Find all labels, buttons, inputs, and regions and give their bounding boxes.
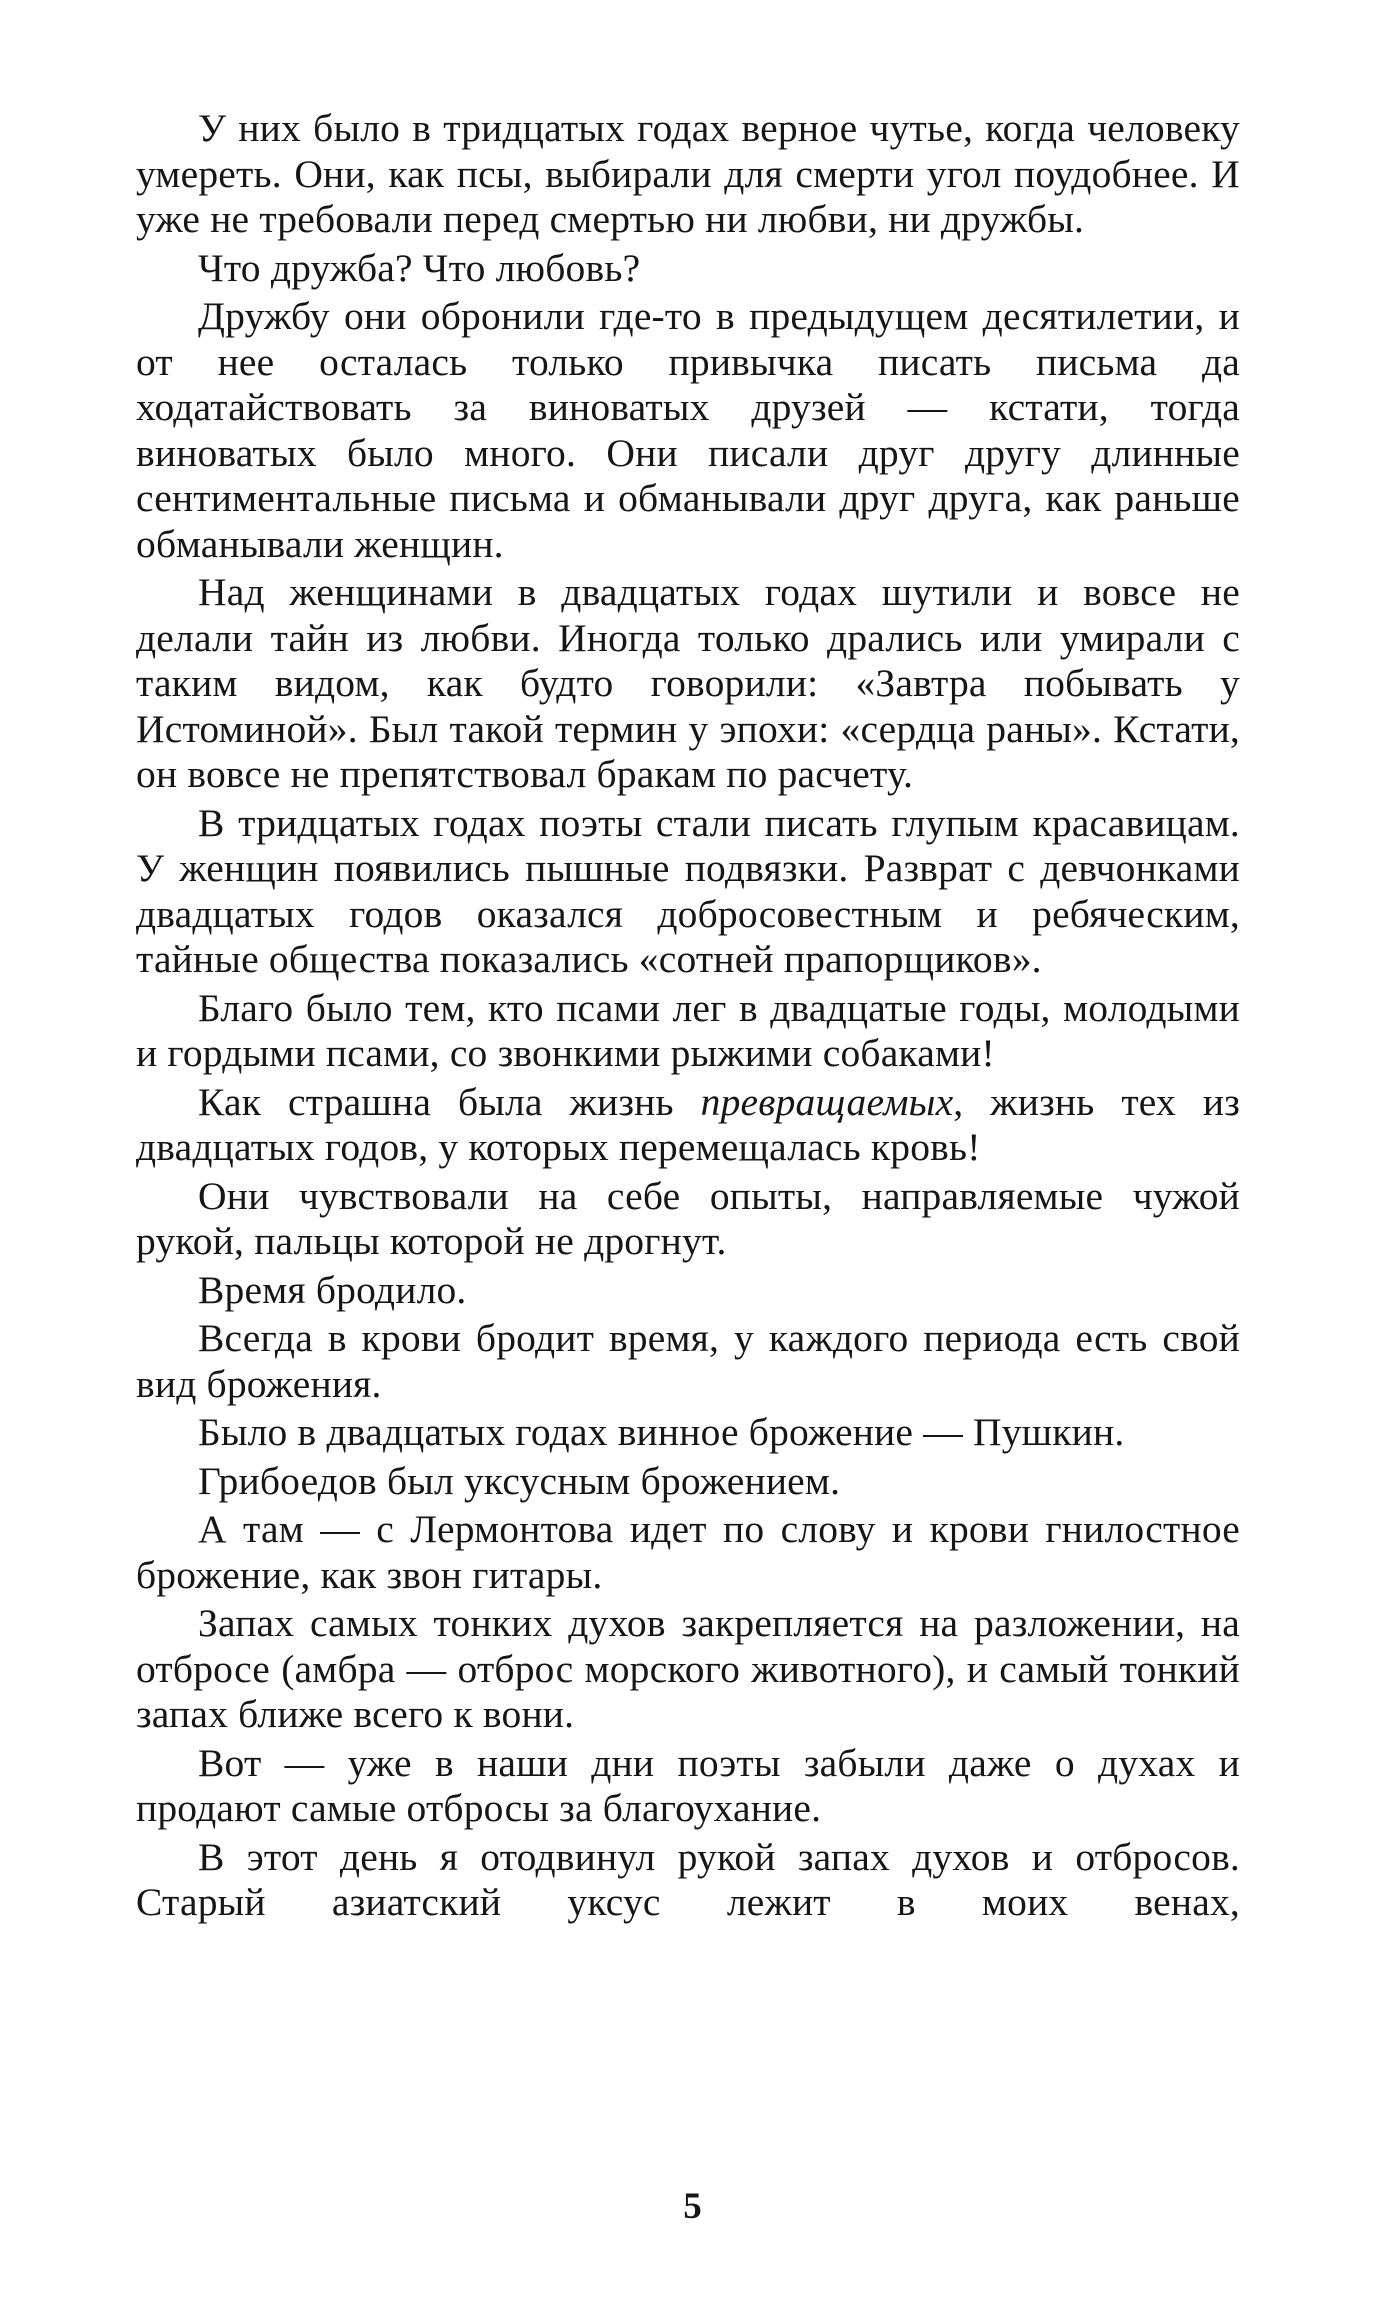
- paragraph: В этот день я отодвинул рукой запах духов и отбросов. Старый азиатский уксус лежит в моих венах,: [136, 1834, 1240, 1924]
- paragraph: Что дружба? Что любовь?: [198, 245, 641, 290]
- page-number: 5: [683, 2186, 702, 2227]
- paragraph: У них было в тридцатых годах верное чутье, когда человеку умереть. Они, как псы, выбирали для смерти угол поудобнее. И уже не требовали перед смертью ни любви, ни дружбы.: [136, 106, 1240, 241]
- paragraph: [136, 1080, 1240, 1171]
- paragraph-text: , жизнь тех из двадцатых годов, у которых перемещалась кровь!: [136, 1079, 1240, 1169]
- paragraph: Благо было тем, кто псами лег в двадцатые годы, молодыми и гордыми псами, со звонкими рыжими собаками!: [136, 985, 1240, 1075]
- paragraph: Грибоедов был уксусным брожением.: [198, 1458, 841, 1503]
- paragraph: Над женщинами в двадцатых годах шутили и вовсе не делали тайн из любви. Иногда только дрались или умирали с таким видом, как будто говорили: «Завтра побывать у Истоминой». Был такой термин у эпохи: «сердца раны». Кстати, он вовсе не препятствовал бракам по расчету.: [136, 570, 1240, 796]
- paragraph: Вот — уже в наши дни поэты забыли даже о духах и продают самые отбросы за благоухание.: [136, 1740, 1240, 1830]
- paragraph: А там — с Лермонтова идет по слову и крови гнилостное брожение, как звон гитары.: [136, 1507, 1240, 1597]
- italic-word: превращаемых: [700, 1079, 954, 1124]
- body-text: [136, 106, 1240, 1929]
- paragraph: Всегда в крови бродит время, у каждого периода есть свой вид брожения.: [136, 1316, 1240, 1406]
- paragraph-text: Как страшна была жизнь: [198, 1079, 701, 1124]
- paragraph: Дружбу они обронили где-то в предыдущем десятилетии, и от нее осталась только привычка писать письма да ходатайствовать за виноватых друзей — кстати, тогда виноватых было много. Они писали друг другу длинные сентиментальные письма и обманывали друг друга, как раньше обманывали женщин.: [136, 294, 1240, 566]
- paragraph: В тридцатых годах поэты стали писать глупым красавицам. У женщин появились пышные подвязки. Разврат с девчонками двадцатых годов оказался добросовестным и ребяческим, тайные общества показались «сотней прапорщиков».: [136, 800, 1240, 981]
- paragraph: Запах самых тонких духов закрепляется на разложении, на отбросе (амбра — отброс морского животного), и самый тонкий запах ближе всего к вони.: [136, 1601, 1240, 1736]
- paragraph: Было в двадцатых годах винное брожение — Пушкин.: [198, 1410, 1125, 1454]
- paragraph: Они чувствовали на себе опыты, направляемые чужой рукой, пальцы которой не дрогнут.: [136, 1173, 1240, 1263]
- paragraph: Время бродило.: [198, 1267, 467, 1312]
